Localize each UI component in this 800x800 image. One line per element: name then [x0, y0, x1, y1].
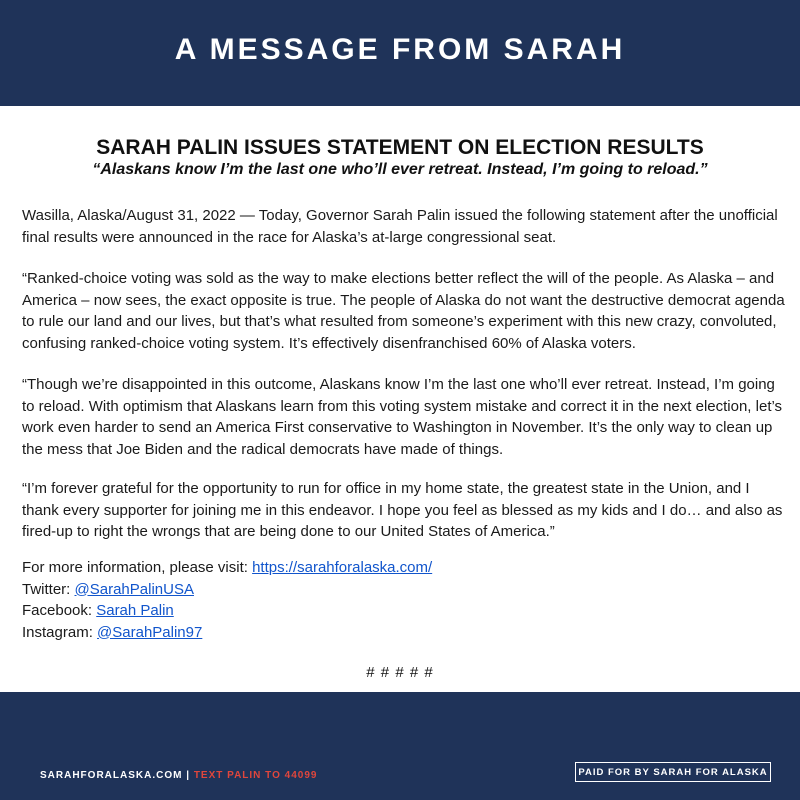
facebook-label: Facebook: — [22, 602, 97, 619]
statement-paragraph-2: “Though we’re disappointed in this outcome, Alaskans know I’m the last one who’ll ever retreat. Instead, I’m going to reload. With optimism that Alaskans learn from this voting system mistake and correct it in the next election, let’s work even harder to send an America First conservative to Washington in November. It’s the only way to clean up the mess that Joe Biden and the radical democrats have made of things. — [22, 376, 783, 458]
footer-site: SARAHFORALASKA.COM — [40, 770, 183, 781]
paid-for-disclaimer: PAID FOR BY SARAH FOR ALASKA — [575, 762, 771, 782]
facebook-link[interactable]: Sarah Palin — [96, 602, 174, 619]
footer-site-text — [40, 770, 317, 781]
header-banner — [0, 0, 800, 106]
contact-info — [22, 557, 432, 643]
footer-text-cta: TEXT PALIN TO 44099 — [193, 770, 318, 781]
statement-paragraph-1: “Ranked-choice voting was sold as the way to make elections better reflect the will of the people. As Alaska – and America – now sees, the exact opposite is true. The people of Alaska do not want the destructive democrat agenda to rule our land and our lives, but that’s what resulted from someone’s experiment with this new crazy, convoluted, confusing ranked-choice voting system. It’s effectively disenfranchised 60% of Alaska voters. — [22, 270, 785, 352]
statement-paragraph-intro: Wasilla, Alaska/August 31, 2022 — Today, Governor Sarah Palin issued the following statement after the unofficial final results were announced in the race for Alaska’s at-large congressional seat. — [22, 207, 778, 246]
statement-title: SARAH PALIN ISSUES STATEMENT ON ELECTION RESULTS — [96, 136, 704, 159]
website-line — [22, 557, 432, 579]
twitter-line — [22, 579, 432, 601]
statement-body — [0, 106, 800, 692]
header-title: A MESSAGE FROM SARAH — [174, 33, 626, 66]
instagram-link[interactable]: @SarahPalin97 — [97, 623, 203, 641]
footer-banner — [0, 692, 800, 800]
website-link[interactable]: https://sarahforalaska.com/ — [252, 559, 433, 576]
statement-paragraph-3: “I’m forever grateful for the opportunity to run for office in my home state, the greatest state in the Union, and I thank every supporter for joining me in this endeavor. I hope you feel as blessed as my kids and I do… and also as fired-up to right the wrongs that are being done to our United States of America.” — [22, 480, 783, 540]
instagram-line — [22, 622, 432, 644]
twitter-label: Twitter: — [22, 580, 75, 598]
instagram-label: Instagram: — [22, 623, 98, 641]
footer-separator: | — [182, 770, 194, 781]
statement-pull-quote: “Alaskans know I’m the last one who’ll ever retreat. Instead, I’m going to reload.” — [92, 161, 708, 178]
end-of-release-mark: # # # # # — [366, 664, 434, 681]
website-label: For more information, please visit: — [22, 559, 253, 576]
facebook-line — [22, 600, 432, 622]
twitter-link[interactable]: @SarahPalinUSA — [74, 580, 194, 598]
